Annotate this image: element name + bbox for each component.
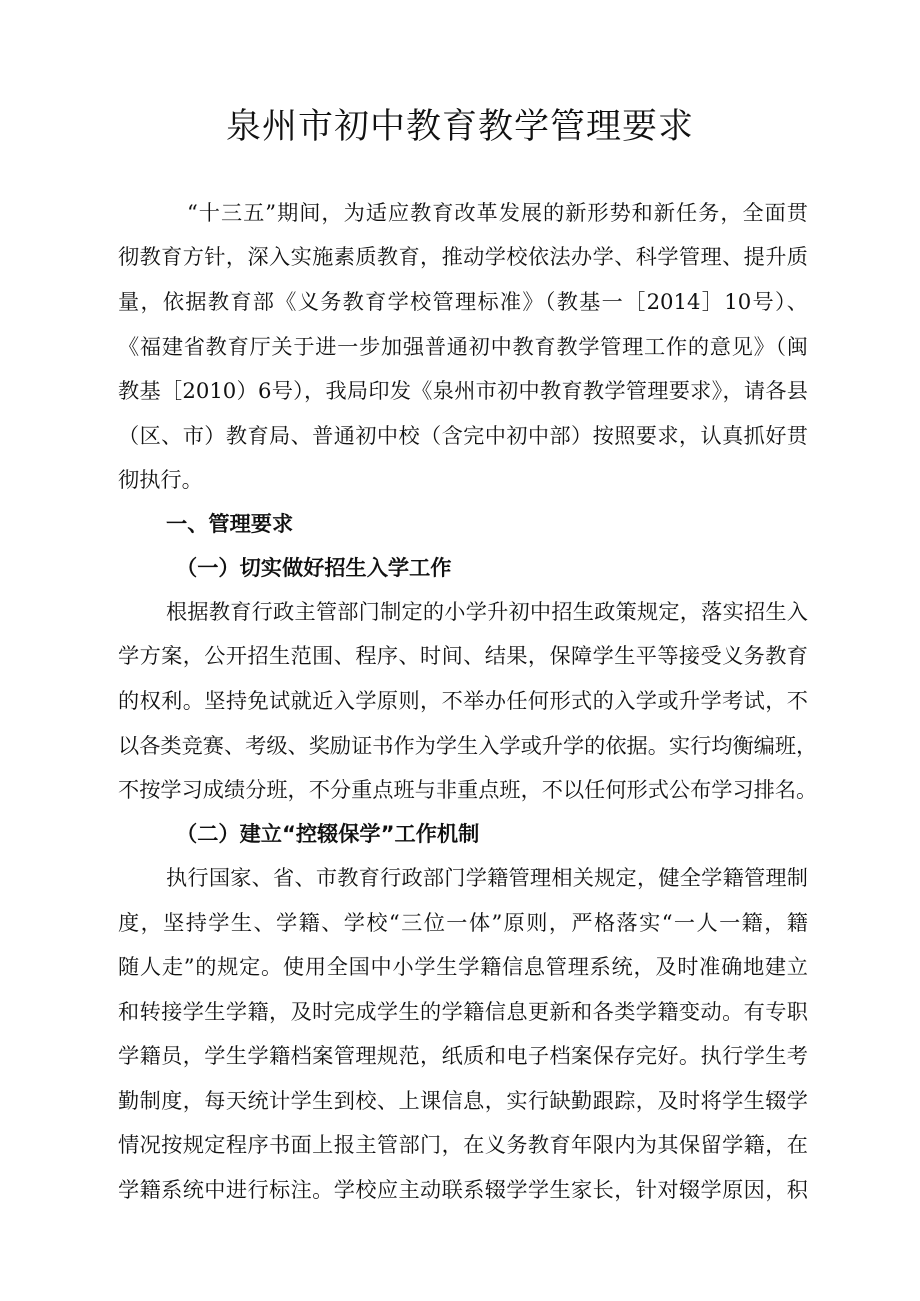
- intro-line: 彻执行。: [118, 467, 203, 492]
- subsection-heading: （一）切实做好招生入学工作: [176, 555, 452, 580]
- paragraph-line: 度，坚持学生、学籍、学校“三位一体”原则，严格落实“一人一籍，籍: [118, 910, 808, 935]
- intro-line: 教基［2010）6号），我局印发《泉州市初中教育教学管理要求》，请各县: [118, 378, 808, 403]
- paragraph-line: 学方案，公开招生范围、程序、时间、结果，保障学生平等接受义务教育: [118, 643, 808, 668]
- paragraph-line: 的权利。坚持免试就近入学原则，不举办任何形式的入学或升学考试，不: [118, 688, 808, 713]
- paragraph-line: 以各类竞赛、考级、奖励证书作为学生入学或升学的依据。实行均衡编班，: [118, 733, 818, 758]
- intro-line: 量，依据教育部《义务教育学校管理标准》（教基一［2014］10号）、: [118, 289, 808, 314]
- paragraph-line: 学籍员，学生学籍档案管理规范，纸质和电子档案保存完好。执行学生考: [118, 1043, 808, 1068]
- paragraph-line: 情况按规定程序书面上报主管部门，在义务教育年限内为其保留学籍，在: [118, 1132, 808, 1157]
- document-title: 泉州市初中教育教学管理要求: [225, 107, 694, 147]
- intro-line: 《福建省教育厅关于进一步加强普通初中教育教学管理工作的意见》（闽: [118, 334, 808, 359]
- paragraph-line: 执行国家、省、市教育行政部门学籍管理相关规定，健全学籍管理制: [166, 865, 808, 890]
- section-heading: 一、管理要求: [166, 511, 294, 536]
- subsection-heading: （二）建立“控辍保学”工作机制: [176, 821, 480, 846]
- paragraph-line: 不按学习成绩分班，不分重点班与非重点班，不以任何形式公布学习排名。: [118, 777, 818, 802]
- paragraph-line: 和转接学生学籍，及时完成学生的学籍信息更新和各类学籍变动。有专职: [118, 999, 808, 1024]
- intro-line: “十三五”期间，为适应教育改革发展的新形势和新任务，全面贯: [187, 200, 808, 225]
- intro-line: 彻教育方针，深入实施素质教育，推动学校依法办学、科学管理、提升质: [118, 244, 808, 269]
- paragraph-line: 学籍系统中进行标注。学校应主动联系辍学学生家长，针对辍学原因，积: [118, 1177, 808, 1202]
- paragraph-line: 根据教育行政主管部门制定的小学升初中招生政策规定，落实招生入: [166, 599, 808, 624]
- intro-line: （区、市）教育局、普通初中校（含完中初中部）按照要求，认真抓好贯: [118, 423, 808, 448]
- paragraph-line: 随人走”的规定。使用全国中小学生学籍信息管理系统，及时准确地建立: [118, 954, 808, 979]
- paragraph-line: 勤制度，每天统计学生到校、上课信息，实行缺勤跟踪，及时将学生辍学: [118, 1088, 808, 1113]
